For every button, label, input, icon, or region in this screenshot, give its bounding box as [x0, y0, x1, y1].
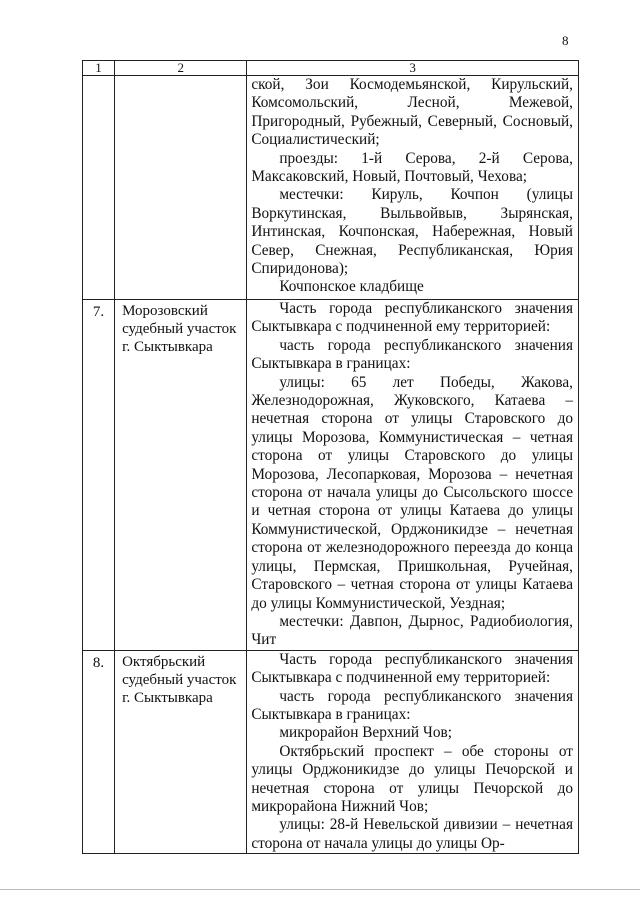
territory-paragraph: часть города республиканского значения Сыктывкара в границах:: [251, 687, 573, 723]
table-row-continuation: [83, 76, 579, 300]
page-number: 8: [562, 33, 569, 48]
name-cell: [115, 76, 247, 300]
territory-paragraph: местечки: Давпон, Дырнос, Радиобиология, Чит: [251, 612, 573, 649]
court-districts-table: [82, 60, 579, 854]
territory-paragraph: Часть города республиканского значения Сыктывкара с подчиненной ему территорией:: [251, 300, 573, 336]
column-header-3: 3: [247, 61, 579, 76]
territory-paragraph: ской, Зои Космодемьянской, Кирульский, Комсомольский, Лесной, Межевой, Пригородный, Рубежный, Северный, Сосновый, Социалистический;: [251, 76, 573, 149]
row-number: 7.: [83, 300, 115, 651]
territory-cell: [247, 650, 579, 853]
column-header-1: 1: [83, 61, 115, 76]
territory-paragraph: проезды: 1-й Серова, 2-й Серова, Максаковский, Новый, Почтовый, Чехова;: [251, 149, 573, 186]
row-number: 8.: [83, 650, 115, 853]
territory-paragraph: часть города республиканского значения Сыктывкара в границах:: [251, 336, 573, 373]
table-row: [83, 650, 579, 853]
court-district-name: Морозовский судебный участок г. Сыктывкара: [115, 300, 247, 651]
territory-paragraph: Часть города республиканского значения Сыктывкара с подчиненной ему территорией:: [251, 650, 573, 687]
number-cell: [83, 76, 115, 300]
territory-paragraph: микрорайон Верхний Чов;: [279, 724, 452, 742]
table-row: [83, 300, 579, 651]
territory-paragraph: Кочпонское кладбище: [279, 278, 424, 296]
territory-cell: [247, 300, 579, 651]
territory-paragraph: улицы: 65 лет Победы, Жакова, Железнодорожная, Жуковского, Катаева – нечетная сторона от улицы Старовского до улицы Морозова, Коммунистическая – четная сторона от улицы Старовского до улицы Морозова, Лесопарковая, Морозова – нечетная сторона от начала улицы до Сысольского шоссе и четная сторона от улицы Катаева до улицы Коммунистической, Орджоникидзе – нечетная сторона от железнодорожного переезда до конца улицы, Пермская, Пришкольная, Ручейная, Старовского – четная сторона от улицы Катаева до улицы Коммунистической, Уездная;: [251, 373, 573, 612]
court-district-name: Октябрьский судебный участок г. Сыктывкара: [115, 650, 247, 853]
territory-paragraph: Октябрьский проспект – обе стороны от улицы Орджоникидзе до улицы Печорской и нечетная сторона от улицы Печорской до микрорайона Нижний Чов;: [251, 742, 573, 815]
territory-cell: [247, 76, 579, 300]
territory-paragraph: местечки: Кируль, Кочпон (улицы Воркутинская, Выльвойвыв, Зырянская, Интинская, Кочпонская, Набережная, Новый Север, Снежная, Республиканская, Юрия Спиридонова);: [251, 186, 573, 278]
territory-paragraph: улицы: 28-й Невельской дивизии – нечетная сторона от начала улицы до улицы Ор-: [251, 816, 573, 852]
scan-edge-line: [0, 889, 640, 890]
column-header-2: 2: [115, 61, 247, 76]
table-header-row: [83, 61, 579, 76]
